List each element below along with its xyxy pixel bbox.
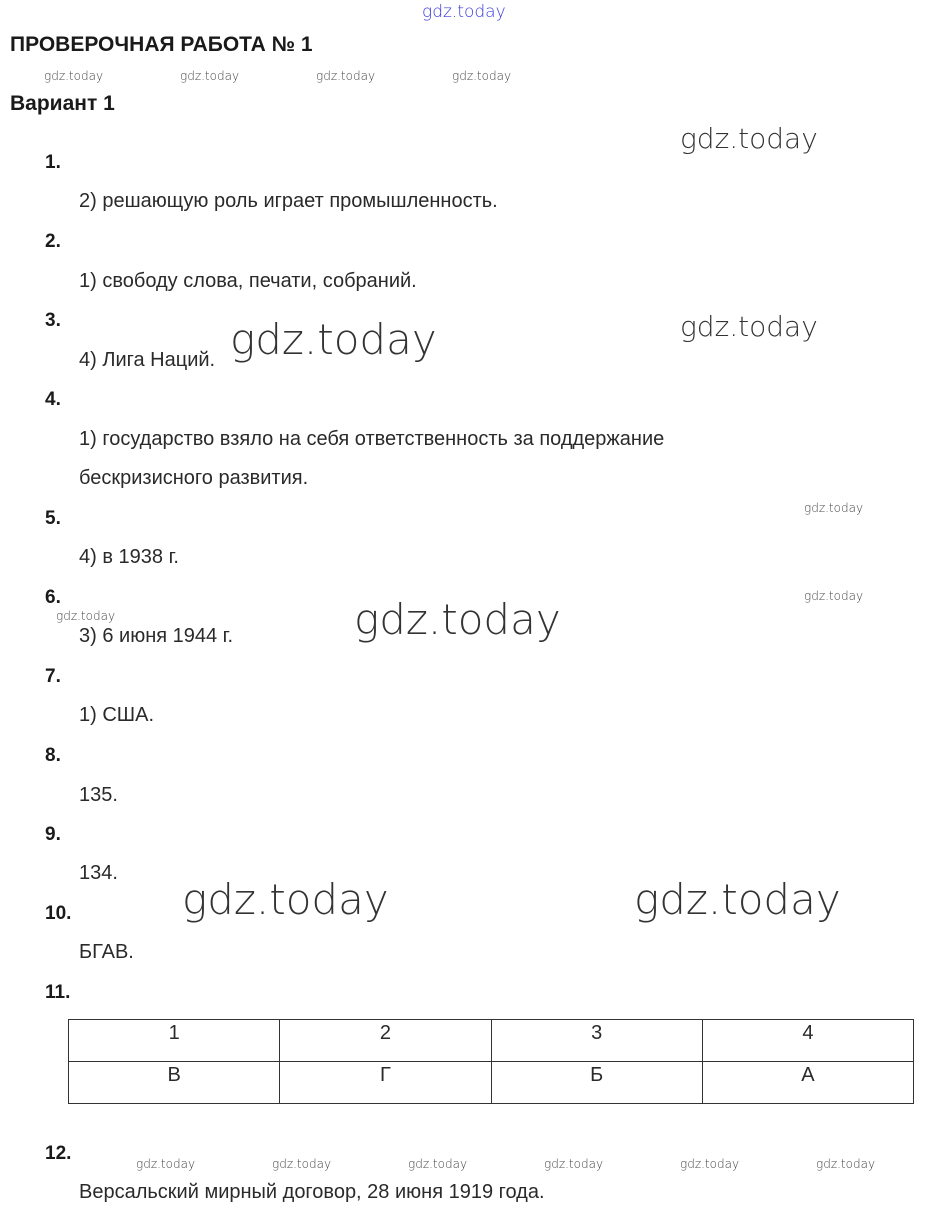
- watermark: gdz.today: [316, 69, 376, 83]
- table-cell: 3: [491, 1020, 702, 1062]
- answer-text: 2) решающую роль играет промышленность.: [79, 190, 498, 212]
- table-cell: В: [69, 1062, 280, 1104]
- table-row: [69, 1062, 914, 1104]
- watermark: gdz.today: [182, 875, 389, 924]
- question-number: 6.: [45, 587, 61, 608]
- watermark: gdz.today: [680, 1157, 740, 1171]
- answer-text: бескризисного развития.: [79, 467, 309, 489]
- answer-text: 1) свободу слова, печати, собраний.: [79, 270, 417, 292]
- question-number: 11.: [45, 982, 71, 1003]
- table-cell: 2: [280, 1020, 491, 1062]
- watermark: gdz.today: [44, 69, 104, 83]
- watermark: gdz.today: [136, 1157, 196, 1171]
- watermark: gdz.today: [180, 69, 240, 83]
- watermark: gdz.today: [272, 1157, 332, 1171]
- answer-text: 134.: [79, 862, 118, 884]
- question-number: 3.: [45, 310, 61, 331]
- answer-text: 135.: [79, 784, 118, 806]
- question-number: 7.: [45, 666, 61, 687]
- watermark: gdz.today: [452, 69, 512, 83]
- answer-text: 1) государство взяло на себя ответственность за поддержание: [79, 428, 665, 450]
- question-number: 10.: [45, 903, 72, 924]
- watermark: gdz.today: [354, 595, 561, 644]
- watermark: gdz.today: [804, 589, 864, 603]
- answer-table: [68, 1019, 914, 1104]
- watermark: gdz.today: [408, 1157, 468, 1171]
- question-number: 8.: [45, 745, 61, 766]
- answer-text: БГАВ.: [79, 941, 134, 963]
- answer-text: 4) в 1938 г.: [79, 546, 179, 568]
- page-title: ПРОВЕРОЧНАЯ РАБОТА № 1: [10, 33, 313, 56]
- answer-text: 4) Лига Наций.: [79, 349, 216, 371]
- table-row: [69, 1020, 914, 1062]
- watermark: gdz.today: [816, 1157, 876, 1171]
- table-cell: Г: [280, 1062, 491, 1104]
- watermark: gdz.today: [680, 310, 818, 343]
- watermark: gdz.today: [634, 875, 841, 924]
- table-cell: 1: [69, 1020, 280, 1062]
- watermark: gdz.today: [230, 315, 437, 364]
- question-number: 12.: [45, 1143, 72, 1164]
- watermark: gdz.today: [680, 122, 818, 155]
- table-cell: А: [702, 1062, 913, 1104]
- watermark: gdz.today: [56, 609, 116, 623]
- table-cell: Б: [491, 1062, 702, 1104]
- question-number: 1.: [45, 152, 61, 173]
- table-cell: 4: [702, 1020, 913, 1062]
- answer-text: 3) 6 июня 1944 г.: [79, 625, 234, 647]
- variant-heading: Вариант 1: [10, 92, 115, 115]
- watermark: gdz.today: [544, 1157, 604, 1171]
- watermark: gdz.today: [804, 501, 864, 515]
- answer-text: Версальский мирный договор, 28 июня 1919 года.: [79, 1181, 545, 1203]
- question-number: 5.: [45, 508, 61, 529]
- watermark: gdz.today: [422, 2, 506, 22]
- answer-text: 1) США.: [79, 704, 155, 726]
- question-number: 4.: [45, 389, 61, 410]
- question-number: 9.: [45, 824, 61, 845]
- question-number: 2.: [45, 231, 61, 252]
